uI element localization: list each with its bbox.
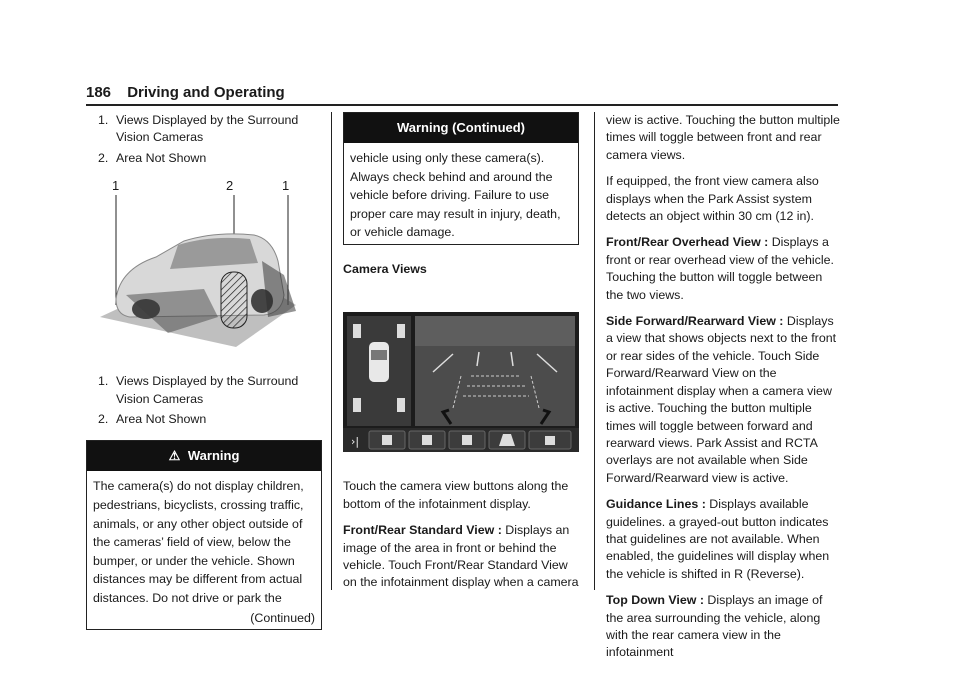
term-label: Front/Rear Standard View : <box>343 523 502 538</box>
section-title: Driving and Operating <box>127 84 285 101</box>
term-label: Front/Rear Overhead View : <box>606 235 769 250</box>
body-paragraph: Side Forward/Rearward View : Displays a view that shows objects next to the front or rear sides of the vehicle. Touch Side Forward/Rearward View on the infotainment display when a camera view is active. Touching the button multiple times will toggle between forward and rearward views. Park Assist and RCTA overlays are not available when Side Forward/Rearward view is active. <box>606 314 837 485</box>
body-paragraph: view is active. Touching the button multiple times will toggle between front and rear camera views. <box>606 113 840 162</box>
term-label: Top Down View : <box>606 593 704 608</box>
warning-text: vehicle using only these camera(s). Always check behind and around the vehicle before driving. Failure to use proper care may result in injury, death, or vehicle damage. <box>350 151 561 240</box>
body-paragraph: Front/Rear Overhead View : Displays a front or rear overhead view of the vehicle. Touching the button will toggle between the two views. <box>606 235 834 302</box>
infotainment-camera-screen <box>343 312 579 452</box>
list-item: 2. Area Not Shown <box>98 412 207 427</box>
warning-header <box>87 441 321 471</box>
list-item: 1. Views Displayed by the Surround Vision Cameras <box>98 113 299 145</box>
list-item: 2. Area Not Shown <box>98 150 207 165</box>
camera-view-screen-illustration <box>343 312 579 452</box>
warning-text: The camera(s) do not display children, pedestrians, bicyclists, crossing traffic, animals, or any other object outside of the cameras’ field of view, below the bumper, or under the vehicle. Shown distances may be different from actual distances. Do not drive or park the <box>93 479 304 605</box>
warning-title: Warning <box>187 448 240 464</box>
surround-vision-illustration <box>86 177 322 357</box>
column-3 <box>606 112 842 671</box>
warning-header: Warning (Continued) <box>344 113 578 143</box>
column-divider-2 <box>594 112 595 590</box>
term-label: Side Forward/Rearward View : <box>606 314 784 329</box>
page-number: 186 <box>86 84 112 101</box>
body-paragraph: Touch the camera view buttons along the bottom of the infotainment display. <box>343 479 569 511</box>
warning-icon: ⚠ <box>168 448 181 464</box>
body-paragraph: Top Down View : Displays an image of the area surrounding the vehicle, along with the rear camera view in the infotainment <box>606 593 823 660</box>
warning-continued: (Continued) <box>250 610 315 625</box>
warning-box <box>86 440 322 630</box>
section-heading: Camera Views <box>343 261 427 276</box>
callout-label: 1 <box>112 178 120 194</box>
body-paragraph: If equipped, the front view camera also displays when the Park Assist system detects an object within 30 cm (12 in). <box>606 174 819 224</box>
column-1 <box>86 112 322 630</box>
svg-text:›|: ›| <box>351 435 360 449</box>
column-2 <box>343 112 579 601</box>
column-divider-1 <box>331 112 332 590</box>
list-item: 1. Views Displayed by the Surround Vision Cameras <box>98 374 299 406</box>
warning-box-continued <box>343 112 579 245</box>
page-header <box>86 84 838 106</box>
figure-legend-bottom <box>86 373 322 428</box>
figure-legend-top <box>86 112 322 167</box>
body-paragraph: Guidance Lines : Displays available guidelines. a grayed-out button indicates that guidelines are not available. When enabled, the guidelines will display when the vehicle is shifted in R (Reverse). <box>606 497 830 581</box>
car-camera-diagram <box>86 177 322 357</box>
header-rule <box>86 104 838 106</box>
callout-label: 1 <box>282 178 290 194</box>
callout-label: 2 <box>226 178 234 194</box>
body-paragraph: Front/Rear Standard View : Displays an image of the area in front or behind the vehicle. Touch Front/Rear Standard View on the infotainment display when a camera <box>343 523 579 590</box>
term-label: Guidance Lines : <box>606 497 706 512</box>
